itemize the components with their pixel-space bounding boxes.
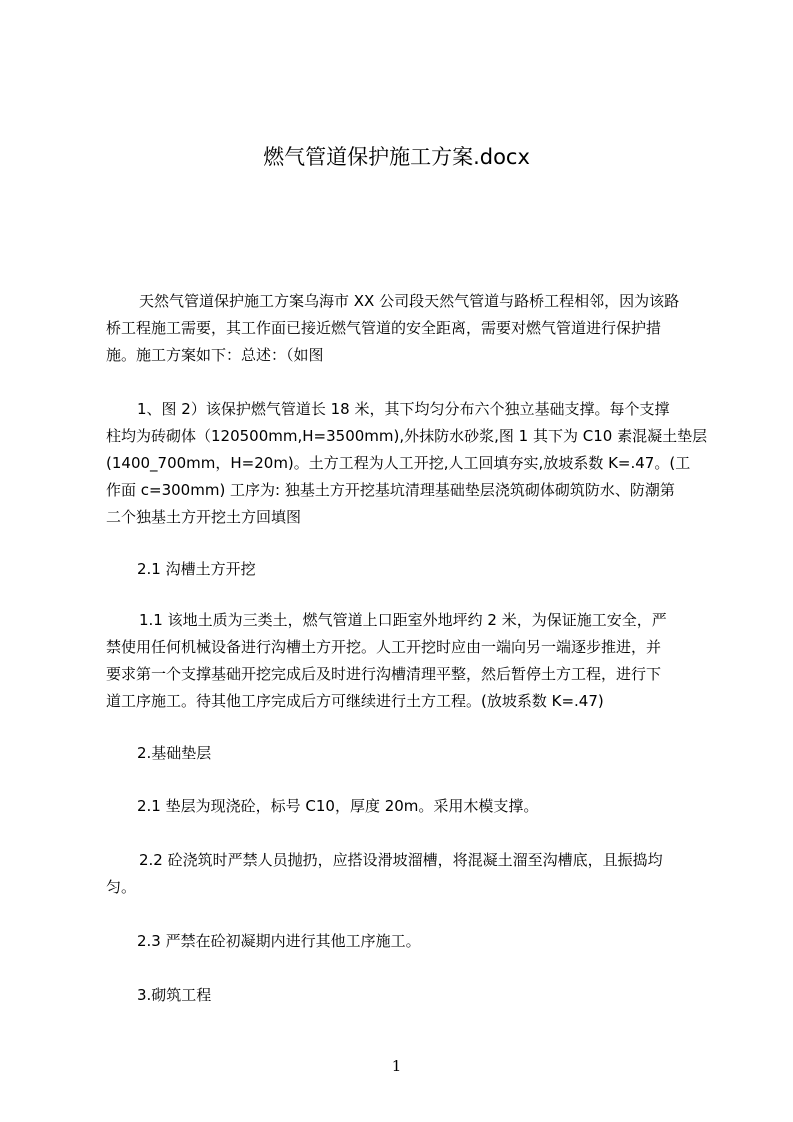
paragraph-line: 二个独基土方开挖土方回填图 [106,508,302,526]
paragraph-line: 要求第一个支撑基础开挖完成后及时进行沟槽清理平整，然后暂停土方工程，进行下 [106,665,662,683]
section-heading: 3.砌筑工程 [137,986,212,1004]
paragraph-line: 禁使用任何机械设备进行沟槽土方开挖。人工开挖时应由一端向另一端逐步推进，并 [106,638,662,656]
paragraph-line: 天然气管道保护施工方案乌海市 XX 公司段天然气管道与路桥工程相邻，因为该路 [139,292,680,310]
paragraph-line: 柱均为砖砌体（120500mm,H=3500mm),外抹防水砂浆,图 1 其下为 C10 素混凝土垫层 [106,427,708,445]
paragraph-line: 桥工程施工需要，其工作面已接近燃气管道的安全距离，需要对燃气管道进行保护措 [106,319,662,337]
page-number: 1 [391,1057,402,1075]
paragraph-line: 1、图 2）该保护燃气管道长 18 米，其下均匀分布六个独立基础支撑。每个支撑 [137,400,670,418]
paragraph-line: 作面 c=300mm) 工序为: 独基土方开挖基坑清理基础垫层浇筑砌体砌筑防水、防潮第 [106,481,675,499]
section-heading: 2.基础垫层 [137,744,212,762]
document-title: 燃气管道保护施工方案.docx [263,145,530,169]
paragraph-line: 2.3 严禁在砼初凝期内进行其他工序施工。 [137,932,421,950]
section-heading: 2.1 沟槽土方开挖 [137,560,256,578]
paragraph-line: 道工序施工。待其他工序完成后方可继续进行土方工程。(放坡系数 K=.47) [106,692,604,710]
paragraph-line: 施。施工方案如下：总述：（如图 [106,346,324,364]
paragraph-line: (1400_700mm，H=20m)。土方工程为人工开挖,人工回填夯实,放坡系数 K=.47。(工 [106,454,691,472]
paragraph-line: 2.1 垫层为现浇砼，标号 C10，厚度 20m。采用木模支撑。 [137,797,539,815]
paragraph-line: 匀。 [106,878,137,896]
paragraph-line: 1.1 该地土质为三类土，燃气管道上口距室外地坪约 2 米，为保证施工安全，严 [139,611,667,629]
paragraph-line: 2.2 砼浇筑时严禁人员抛扔，应搭设滑坡溜槽，将混凝土溜至沟槽底，且振捣均 [139,851,663,869]
